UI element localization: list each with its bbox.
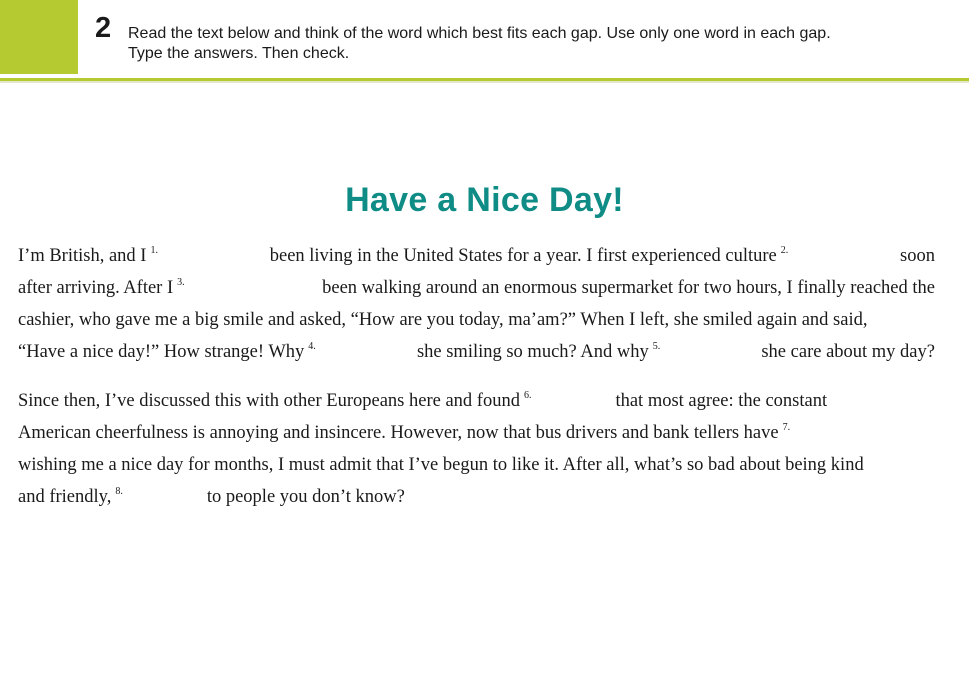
- exercise-number: 2: [95, 12, 112, 44]
- text-run: that most agree: the constant: [615, 391, 828, 411]
- accent-block: [0, 0, 78, 74]
- text-run: American cheerfulness is annoying and insincere. However, now that bus drivers and bank tellers have: [18, 423, 779, 443]
- gap-input-8[interactable]: [127, 486, 203, 510]
- text-run: Since then, I’ve discussed this with other Europeans here and found: [18, 391, 520, 411]
- text-run: “Have a nice day!” How strange! Why: [18, 342, 305, 362]
- paragraph-line: cashier, who gave me a big smile and asked, “How are you today, ma’am?” When I left, she smiled again and said,: [18, 310, 868, 330]
- paragraph-line: [18, 417, 935, 449]
- paragraph-line: [18, 385, 935, 417]
- instructions-line-1: Read the text below and think of the word which best fits each gap. Use only one word in each gap.: [128, 25, 831, 42]
- text-segment: [417, 336, 744, 368]
- text-run: after arriving. After I: [18, 278, 174, 298]
- paragraph-line: [18, 481, 935, 513]
- gap-number-1: 1.: [150, 245, 158, 256]
- text-segment: [18, 272, 269, 304]
- text-run: she smiling so much? And why: [416, 342, 649, 362]
- gap-input-7[interactable]: [794, 422, 870, 446]
- text-segment: [18, 240, 242, 272]
- gap-input-3[interactable]: [189, 277, 265, 301]
- paragraph-line: [18, 336, 935, 368]
- gap-input-1[interactable]: [162, 245, 238, 269]
- gap-input-2[interactable]: [792, 245, 868, 269]
- gap-number-7: 7.: [782, 422, 791, 433]
- gap-number-2: 2.: [780, 245, 789, 256]
- gap-input-5[interactable]: [664, 341, 740, 365]
- paragraph-line: [18, 240, 935, 272]
- gap-number-8: 8.: [115, 486, 123, 497]
- text-run: been walking around an enormous supermarket for two hours, I finally reached the: [322, 278, 935, 298]
- gap-number-6: 6.: [523, 390, 532, 401]
- text-segment: [270, 240, 873, 272]
- gap-number-5: 5.: [652, 341, 661, 352]
- paragraph-line: wishing me a nice day for months, I must admit that I’ve begun to like it. After all, what’s so bad about being kind: [18, 455, 864, 475]
- instructions-line-2: Type the answers. Then check.: [128, 45, 350, 62]
- text-run: to people you don’t know?: [206, 487, 405, 507]
- text-run: I’m British, and I: [18, 246, 147, 266]
- header-divider-shadow: [0, 81, 969, 83]
- text-run: been living in the United States for a year. I first experienced culture: [269, 246, 777, 266]
- gap-input-4[interactable]: [320, 341, 396, 365]
- gap-number-3: 3.: [177, 277, 185, 288]
- gap-input-6[interactable]: [535, 390, 611, 414]
- gap-number-4: 4.: [308, 341, 316, 352]
- text-segment: [18, 336, 400, 368]
- exercise-header: [0, 0, 969, 82]
- text-run: she care about my day?: [761, 342, 935, 362]
- paragraph-line: [18, 272, 935, 304]
- text-run: and friendly,: [18, 487, 112, 507]
- paragraph-2: [18, 385, 935, 513]
- text-title: Have a Nice Day!: [345, 181, 624, 219]
- text-run: soon: [900, 246, 935, 266]
- instructions: [128, 24, 958, 64]
- paragraph-1: [18, 240, 935, 368]
